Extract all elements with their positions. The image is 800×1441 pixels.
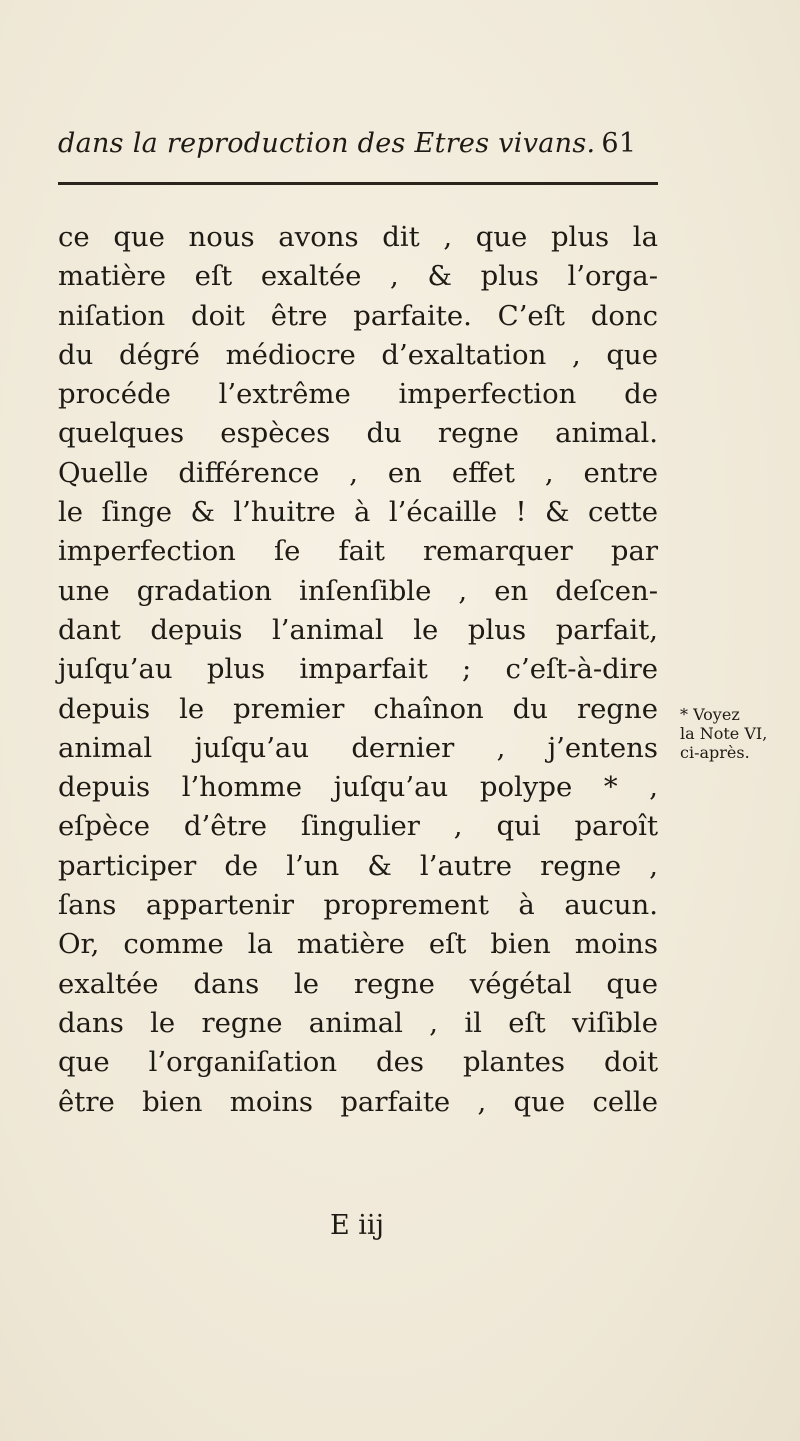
text-line: être bien moins parfaite , que celle <box>58 1085 658 1118</box>
text-line: participer de l’un & l’autre regne , <box>58 849 658 882</box>
text-line: procéde l’extrême imperfection de <box>58 378 658 411</box>
text-line: du dégré médiocre d’exaltation , que <box>58 338 658 371</box>
running-header <box>58 128 658 159</box>
text-line: imperfection ſe fait remarquer par <box>58 535 658 568</box>
text-line: le ſinge & l’huitre à l’écaille ! & cette <box>58 496 658 529</box>
header-rule <box>58 182 658 185</box>
text-line: matière eſt exaltée , & plus l’orga- <box>58 260 658 293</box>
margin-footnote <box>680 705 790 762</box>
text-line: que l’organiſation des plantes doit <box>58 1046 658 1079</box>
text-line: quelques espèces du regne animal. <box>58 417 658 450</box>
text-line: dans le regne animal , il eſt viſible <box>58 1006 658 1039</box>
margin-note-line: ci-après. <box>680 743 750 762</box>
margin-note-line: * Voyez <box>680 705 740 724</box>
text-line: Or, comme la matière eſt bien moins <box>58 928 658 961</box>
text-line: niſation doit être parfaite. C’eſt donc <box>58 299 658 332</box>
running-title: dans la reproduction des Etres vivans. <box>58 128 596 159</box>
page-number: 61 <box>601 128 637 159</box>
text-line: dant depuis l’animal le plus parfait, <box>58 613 658 646</box>
text-line: eſpèce d’être ſingulier , qui paroît <box>58 810 658 843</box>
text-line: ce que nous avons dit , que plus la <box>58 221 658 253</box>
text-line: animal juſqu’au dernier , j’entens <box>58 731 658 764</box>
text-line: Quelle différence , en effet , entre <box>58 456 658 489</box>
signature-mark: E iij <box>330 1210 384 1241</box>
text-line: depuis l’homme juſqu’au polype * , <box>58 771 658 804</box>
text-line: exaltée dans le regne végétal que <box>58 967 658 1000</box>
text-line: juſqu’au plus imparfait ; c’eſt-à-dire <box>58 653 658 686</box>
body-text <box>58 218 678 1122</box>
text-line: une gradation inſenſible , en deſcen- <box>58 574 658 607</box>
text-line: ſans appartenir proprement à aucun. <box>58 889 658 922</box>
margin-note-line: la Note VI, <box>680 724 768 743</box>
text-line: depuis le premier chaînon du regne <box>58 692 658 725</box>
